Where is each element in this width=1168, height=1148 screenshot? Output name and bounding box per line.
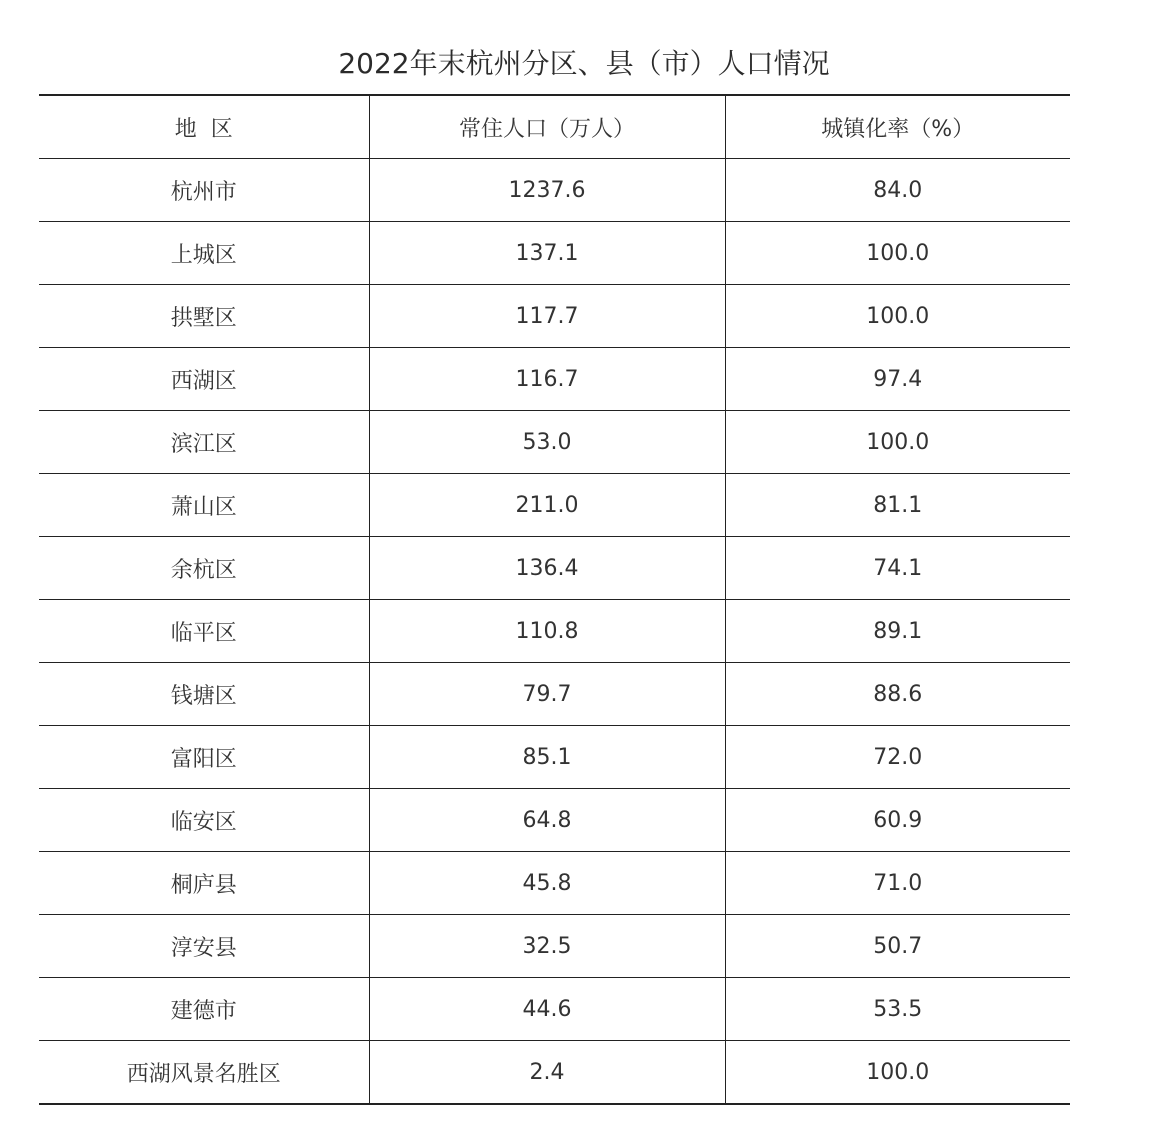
cell-population: 79.7 xyxy=(369,663,725,726)
cell-urbanization: 53.5 xyxy=(725,978,1070,1041)
cell-urbanization: 71.0 xyxy=(725,852,1070,915)
cell-population: 116.7 xyxy=(369,348,725,411)
table-row xyxy=(39,1041,1070,1105)
cell-region: 桐庐县 xyxy=(39,852,369,915)
cell-urbanization: 88.6 xyxy=(725,663,1070,726)
cell-population: 2.4 xyxy=(369,1041,725,1105)
cell-region: 西湖风景名胜区 xyxy=(39,1041,369,1105)
cell-population: 53.0 xyxy=(369,411,725,474)
cell-urbanization: 100.0 xyxy=(725,1041,1070,1105)
table-row xyxy=(39,159,1070,222)
cell-region: 西湖区 xyxy=(39,348,369,411)
cell-population: 117.7 xyxy=(369,285,725,348)
cell-population: 1237.6 xyxy=(369,159,725,222)
table-row xyxy=(39,222,1070,285)
cell-population: 211.0 xyxy=(369,474,725,537)
cell-population: 32.5 xyxy=(369,915,725,978)
header-population: 常住人口（万人） xyxy=(369,95,725,159)
table-body xyxy=(39,159,1070,1105)
table-row xyxy=(39,474,1070,537)
cell-population: 110.8 xyxy=(369,600,725,663)
header-region: 地 区 xyxy=(39,95,369,159)
cell-population: 45.8 xyxy=(369,852,725,915)
header-urbanization: 城镇化率（%） xyxy=(725,95,1070,159)
cell-urbanization: 100.0 xyxy=(725,222,1070,285)
table-row xyxy=(39,915,1070,978)
cell-population: 85.1 xyxy=(369,726,725,789)
cell-region: 杭州市 xyxy=(39,159,369,222)
table-title: 2022年末杭州分区、县（市）人口情况 xyxy=(338,47,830,80)
cell-urbanization: 60.9 xyxy=(725,789,1070,852)
cell-urbanization: 81.1 xyxy=(725,474,1070,537)
cell-region: 淳安县 xyxy=(39,915,369,978)
cell-region: 建德市 xyxy=(39,978,369,1041)
cell-urbanization: 100.0 xyxy=(725,411,1070,474)
cell-urbanization: 72.0 xyxy=(725,726,1070,789)
table-row xyxy=(39,348,1070,411)
cell-population: 137.1 xyxy=(369,222,725,285)
cell-region: 富阳区 xyxy=(39,726,369,789)
cell-urbanization: 84.0 xyxy=(725,159,1070,222)
cell-urbanization: 97.4 xyxy=(725,348,1070,411)
cell-region: 余杭区 xyxy=(39,537,369,600)
table-row xyxy=(39,726,1070,789)
table-row xyxy=(39,663,1070,726)
table-row xyxy=(39,537,1070,600)
cell-population: 64.8 xyxy=(369,789,725,852)
table-row xyxy=(39,285,1070,348)
cell-urbanization: 100.0 xyxy=(725,285,1070,348)
cell-region: 拱墅区 xyxy=(39,285,369,348)
table-row xyxy=(39,411,1070,474)
table-row xyxy=(39,978,1070,1041)
table-row xyxy=(39,600,1070,663)
cell-urbanization: 89.1 xyxy=(725,600,1070,663)
cell-region: 临安区 xyxy=(39,789,369,852)
table-row xyxy=(39,789,1070,852)
cell-region: 临平区 xyxy=(39,600,369,663)
cell-region: 萧山区 xyxy=(39,474,369,537)
cell-region: 滨江区 xyxy=(39,411,369,474)
cell-region: 钱塘区 xyxy=(39,663,369,726)
cell-urbanization: 50.7 xyxy=(725,915,1070,978)
cell-population: 44.6 xyxy=(369,978,725,1041)
table-row xyxy=(39,852,1070,915)
cell-population: 136.4 xyxy=(369,537,725,600)
cell-region: 上城区 xyxy=(39,222,369,285)
cell-urbanization: 74.1 xyxy=(725,537,1070,600)
population-table xyxy=(39,94,1070,1105)
table-header-row xyxy=(39,95,1070,159)
